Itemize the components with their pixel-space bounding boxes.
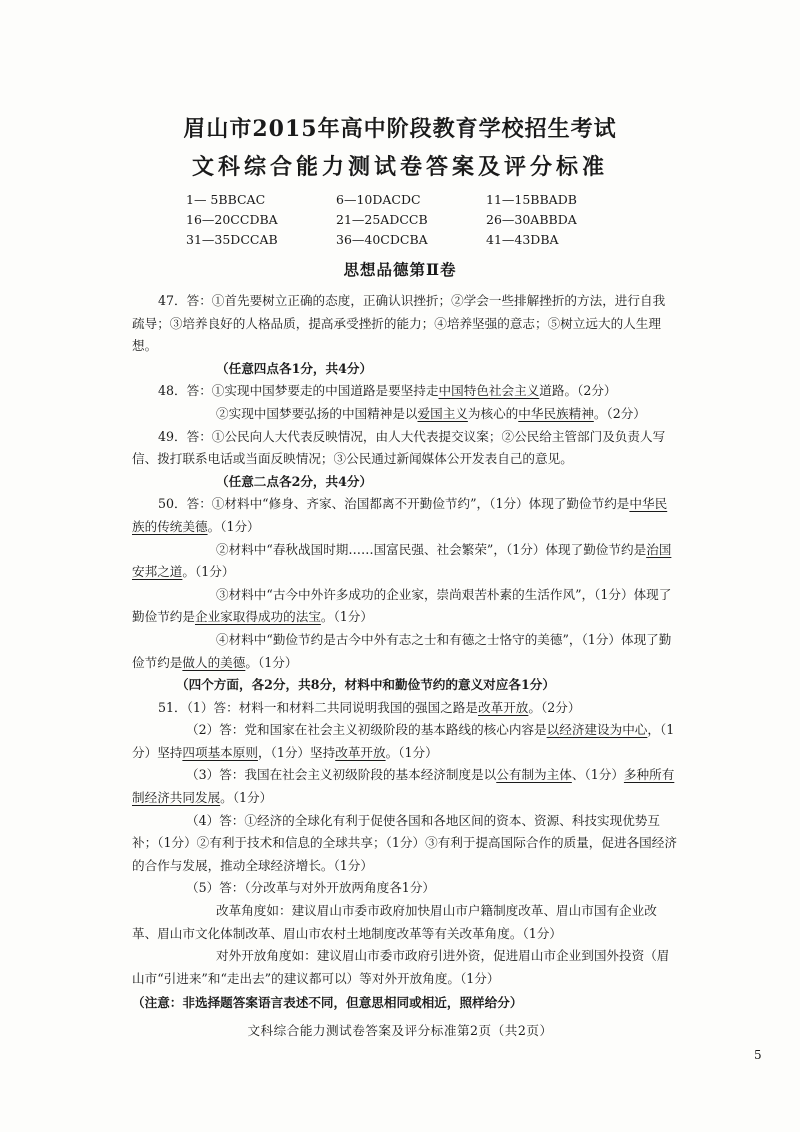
- q51-text: 。（1分）: [385, 744, 438, 760]
- answer-cell: 6—10DACDC: [336, 192, 421, 207]
- answer-cell: 36—40CDCBA: [336, 232, 428, 247]
- q51-key: 改革开放: [478, 699, 529, 715]
- q50-answer-4: [132, 629, 677, 674]
- q51-key: 以经济建设为中心: [546, 722, 648, 738]
- q48-answer-1: [132, 380, 677, 403]
- answer-cell: 41—43DBA: [486, 232, 559, 247]
- q50-answer-2: [132, 539, 677, 584]
- q48-text: 。（2分）: [593, 405, 646, 421]
- q50-key: 企业家取得成功的法宝: [194, 609, 321, 625]
- answer-row: [186, 230, 646, 250]
- q48-key: 爱国主义: [417, 405, 468, 421]
- answer-cell: 26—30ABBDA: [486, 212, 577, 227]
- q49-score: （任意二点各2分，共4分）: [216, 473, 373, 489]
- answer-body: [132, 290, 677, 990]
- q50-key: 治国安邦之道: [132, 541, 672, 580]
- section-title: 思想品德第Ⅱ卷: [343, 260, 457, 279]
- q50-text: 。（1分）: [182, 564, 235, 580]
- q48-text: ②实现中国梦要弘扬的中国精神是以: [216, 405, 418, 421]
- q51-text: （2）答：党和国家在社会主义初级阶段的基本路线的核心内容是: [186, 722, 547, 738]
- q51-open-angle: 对外开放角度如：建议眉山市委市政府引进外资，促进眉山市企业到国外投资（眉山市“引进来”和“走出去”的建议都可以）等对外开放角度。（1分）: [132, 948, 670, 986]
- q50-text: 50．答：①材料中“修身、齐家、治国都离不开勤俭节约”，（1分）体现了勤俭节约是: [158, 496, 630, 512]
- answer-cell: 11—15BBADB: [486, 192, 577, 207]
- document-subtitle: 文科综合能力测试卷答案及评分标准: [191, 154, 608, 180]
- grading-notice: （注意：非选择题答案语言表述不同，但意思相同或相近，照样给分）: [132, 995, 523, 1010]
- q50-score: （四个方面，各2分，共8分，材料中和勤俭节约的意义对应各1分）: [176, 677, 555, 693]
- q47-score: （任意四点各1分，共4分）: [216, 360, 373, 376]
- q51-text: 51．（1）答：材料一和材料二共同说明我国的强国之路是: [158, 699, 478, 715]
- q51-answer-3: [132, 764, 677, 809]
- q50-answer-3: [132, 584, 677, 629]
- q50-text: ②材料中“春秋战国时期……国富民强、社会繁荣”，（1分）体现了勤俭节约是: [216, 541, 647, 557]
- q51-key: 公有制为主体: [496, 767, 572, 783]
- q51-key: 四项基本原则: [182, 744, 258, 760]
- q51-text: ，（1分）坚持: [132, 722, 675, 760]
- q48-text: 48．答：①实现中国梦要走的中国道路是要坚持走: [158, 383, 439, 399]
- q50-answer-1: [132, 493, 677, 538]
- q51-answer-2: [132, 719, 677, 764]
- document-title: 眉山市2015年高中阶段教育学校招生考试: [183, 116, 617, 142]
- q48-answer-2: [132, 403, 677, 426]
- q47-answer: 47．答：①首先要树立正确的态度，正确认识挫折；②学会一些排解挫折的方法，进行自我疏导；③培养良好的人格品质，提高承受挫折的能力；④培养坚强的意志；⑤树立远大的人生理想。: [132, 293, 666, 354]
- q51-reform-angle: 改革角度如：建议眉山市委市政府加快眉山市户籍制度改革、眉山市国有企业改革、眉山市文化体制改革、眉山市农村土地制度改革等有关改革角度。（1分）: [132, 903, 657, 941]
- q51-answer-1: [132, 697, 677, 720]
- q51-key: 改革开放: [335, 744, 386, 760]
- answer-cell: 1— 5BBCAC: [186, 192, 266, 207]
- q50-key: 做人的美德: [182, 654, 246, 670]
- q49-answer: 49．答：①公民向人大代表反映情况，由人大代表提交议案；②公民给主管部门及负责人写信、拨打联系电话或当面反映情况；③公民通过新闻媒体公开发表自己的意见。: [132, 428, 666, 467]
- q48-text: 为核心的: [467, 405, 519, 421]
- q50-key: 中华民族的传统美德: [132, 496, 668, 534]
- answer-cell: 31—35DCCAB: [186, 232, 278, 247]
- q51-text: 。（2分）: [528, 699, 581, 715]
- answer-row: [186, 210, 646, 230]
- q51-text: 、（1分）: [571, 767, 624, 783]
- answer-cell: 21—25ADCCB: [336, 212, 428, 227]
- q51-text: 。（1分）: [220, 790, 273, 806]
- q50-text: 。（1分）: [245, 654, 298, 670]
- q48-text: 道路。（2分）: [539, 383, 617, 399]
- q51-answer-4: （4）答：①经济的全球化有利于促使各国和各地区间的资本、资源、科技实现优势互补；（1分）②有利于技术和信息的全球共享；（1分）③有利于提高国际合作的质量，促进各国经济的合作与发展，推动全球经济增长。（1分）: [132, 812, 677, 873]
- q51-key: 多种所有制经济共同发展: [132, 767, 675, 806]
- answer-cell: 16—20CCDBA: [186, 212, 278, 227]
- q50-text: ③材料中“古今中外许多成功的企业家，崇尚艰苦朴素的生活作风”，（1分）体现了勤俭节约是: [132, 586, 672, 625]
- q51-text: ，（1分）坚持: [257, 744, 336, 760]
- answer-row: [186, 190, 646, 210]
- q48-key: 中国特色社会主义: [438, 383, 540, 399]
- page-footer: 文科综合能力测试卷答案及评分标准第2页（共2页）: [247, 1023, 553, 1038]
- q50-text: 。（1分）: [320, 609, 373, 625]
- q48-key: 中华民族精神: [518, 405, 594, 421]
- choice-answers-table: [186, 190, 646, 250]
- q50-text: ④材料中“勤俭节约是古今中外有志之士和有德之士恪守的美德”，（1分）体现了勤俭节约是: [132, 631, 672, 670]
- q51-answer-5: （5）答：（分改革与对外开放两角度各1分）: [186, 880, 436, 896]
- page-number: 5: [754, 1048, 762, 1062]
- q50-text: 。（1分）: [207, 518, 260, 534]
- q51-text: （3）答：我国在社会主义初级阶段的基本经济制度是以: [186, 767, 497, 783]
